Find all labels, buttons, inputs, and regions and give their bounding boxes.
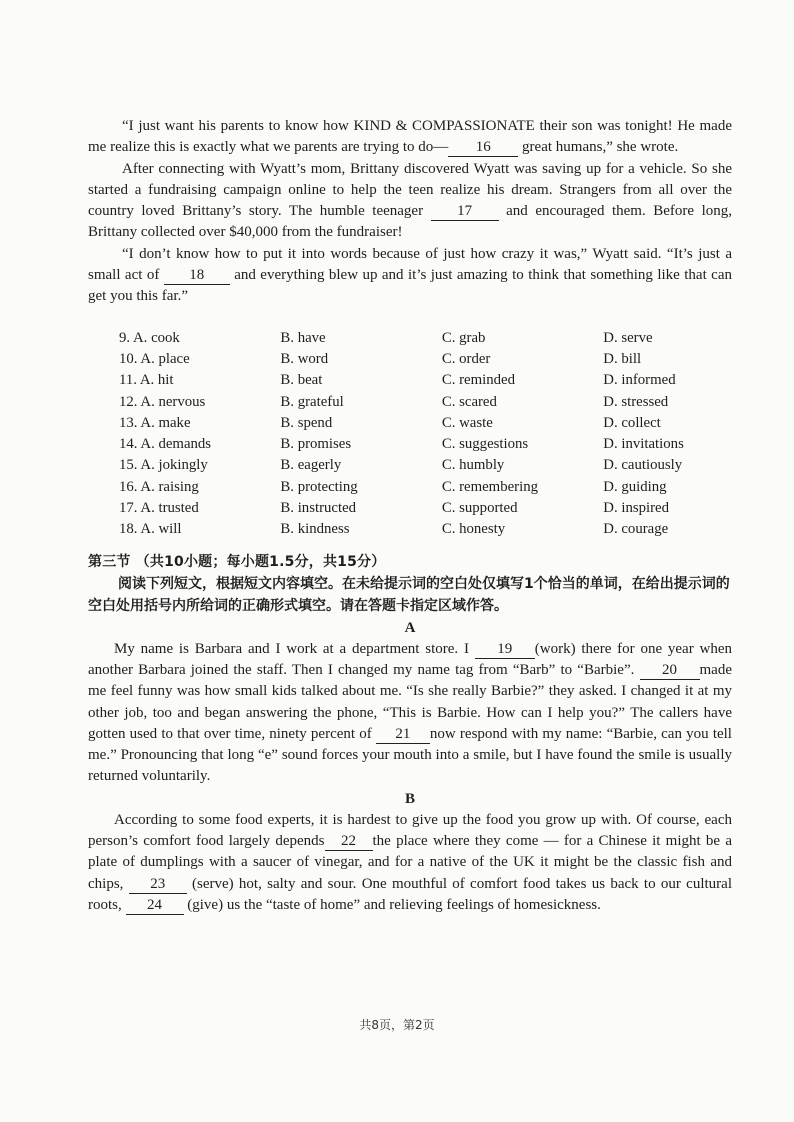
paragraph-wyatt-mom-quote: “I just want his parents to know how KIND & COMPASSIONATE their son was tonight! He made me realize this is exactly what we parents are trying to do— 16 great humans,” she wrote. [88, 118, 732, 156]
option-choice[interactable]: C. suggestions [441, 436, 529, 453]
option-choice[interactable]: 15. A. jokingly [119, 457, 208, 474]
option-row [119, 455, 732, 476]
paragraph-fundraiser: After connecting with Wyatt’s mom, Brittany discovered Wyatt was saving up for a vehicle. So she started a fundraising campaign online to help the teen realize his dream. Strangers from all over the country loved Brittany’s story. The humble teenager 17 and encouraged them. Before long, Brittany collected over $40,000 from the fundraiser! [88, 160, 732, 241]
option-choice[interactable]: B. kindness [280, 521, 350, 538]
option-row [119, 370, 732, 391]
option-choice[interactable]: D. invitations [603, 436, 684, 453]
section3-title: 第三节 （共10小题；每小题1.5分，共15分） [88, 553, 386, 570]
blank-16[interactable]: 16 [448, 139, 518, 157]
option-row [119, 328, 732, 349]
option-choice[interactable]: D. courage [603, 521, 669, 538]
option-choice[interactable]: 17. A. trusted [119, 500, 199, 517]
blank-21[interactable]: 21 [376, 726, 430, 744]
option-choice[interactable]: 12. A. nervous [119, 393, 206, 410]
option-row [119, 413, 732, 434]
option-choice[interactable]: C. scared [441, 393, 497, 410]
option-choice[interactable]: B. instructed [280, 500, 357, 517]
option-row [119, 519, 732, 540]
option-choice[interactable]: D. collect [603, 414, 661, 431]
blank-23[interactable]: 23 [129, 876, 187, 894]
option-choice[interactable]: C. remembering [441, 478, 538, 495]
option-choice[interactable]: 14. A. demands [119, 436, 212, 453]
option-choice[interactable]: C. waste [441, 414, 493, 431]
paragraph-wyatt-quote: “I don’t know how to put it into words because of just how crazy it was,” Wyatt said. “It’s just a small act of 18 and everything blew up and it’s just amazing to think that something like that can get you this far.” [88, 245, 732, 305]
option-row [119, 392, 732, 413]
option-row [119, 349, 732, 370]
option-choice[interactable]: D. guiding [603, 478, 667, 495]
part-b-label: B [404, 790, 415, 807]
option-choice[interactable]: B. promises [280, 436, 352, 453]
blank-24[interactable]: 24 [126, 897, 184, 915]
part-a-label: A [404, 619, 416, 636]
paragraph-part-b: According to some food experts, it is hardest to give up the food you grow up with. Of course, each person’s comfort food largely depends 22 the place where they come — for a Chinese it might be a plate of dumplings with a saucer of vinegar, and for a native of the UK it might be the classic fish and chips, 23 (serve) hot, salty and sour. One mouthful of comfort food takes us back to our cultural roots, 24 (give) us the “taste of home” and relieving feelings of homesickness. [88, 811, 732, 913]
blank-18[interactable]: 18 [164, 267, 230, 285]
option-choice[interactable]: D. cautiously [603, 457, 683, 474]
blank-17[interactable]: 17 [431, 203, 499, 221]
option-choice[interactable]: C. humbly [441, 457, 505, 474]
option-choice[interactable]: D. inspired [603, 500, 670, 517]
option-choice[interactable]: B. beat [280, 372, 323, 389]
option-choice[interactable]: D. bill [603, 350, 642, 367]
exam-page [88, 116, 732, 916]
option-choice[interactable]: B. spend [280, 414, 333, 431]
option-choice[interactable]: B. word [280, 350, 329, 367]
option-choice[interactable]: D. stressed [603, 393, 669, 410]
option-row [119, 477, 732, 498]
option-choice[interactable]: 18. A. will [119, 521, 182, 538]
paragraph-part-a: My name is Barbara and I work at a department store. I 19 (work) there for one year when another Barbara joined the staff. Then I changed my name tag from “Barb” to “Barbie”. 20 made me feel funny was how small kids talked about me. “Is she really Barbie?” they asked. I changed it at my other job, too and began answering the phone, “This is Barbie. How can I help you?” The callers have gotten used to that over time, ninety percent of 21 now respond with my name: “Barbie, can you tell me.” Pronouncing that long “e” sound forces your mouth into a smile, but I have found the smile is usually returned voluntarily. [88, 640, 732, 785]
option-row [119, 498, 732, 519]
option-row [119, 434, 732, 455]
option-choice[interactable]: 16. A. raising [119, 478, 199, 495]
option-choice[interactable]: B. protecting [280, 478, 358, 495]
option-choice[interactable]: 13. A. make [119, 414, 191, 431]
option-choice[interactable]: B. eagerly [280, 457, 342, 474]
section3-instruction: 阅读下列短文，根据短文内容填空。在未给提示词的空白处仅填写1个恰当的单词，在给出提示词的空白处用括号内所给词的正确形式填空。请在答题卡指定区域作答。 [88, 575, 730, 614]
blank-22[interactable]: 22 [325, 833, 373, 851]
option-choice[interactable]: C. honesty [441, 521, 506, 538]
option-choice[interactable]: C. reminded [441, 372, 515, 389]
option-choice[interactable]: C. supported [441, 500, 518, 517]
page-footer: 共8页，第2页 [359, 1018, 435, 1032]
option-choice[interactable]: 10. A. place [119, 350, 190, 367]
answer-options-table [119, 328, 732, 541]
option-choice[interactable]: B. grateful [280, 393, 344, 410]
option-choice[interactable]: 11. A. hit [119, 372, 174, 389]
option-choice[interactable]: 9. A. cook [119, 329, 180, 346]
option-choice[interactable]: B. have [280, 329, 326, 346]
blank-19[interactable]: 19 [475, 641, 535, 659]
option-choice[interactable]: D. informed [603, 372, 676, 389]
option-choice[interactable]: C. grab [441, 329, 486, 346]
option-choice[interactable]: C. order [441, 350, 491, 367]
option-choice[interactable]: D. serve [603, 329, 653, 346]
blank-20[interactable]: 20 [640, 662, 700, 680]
